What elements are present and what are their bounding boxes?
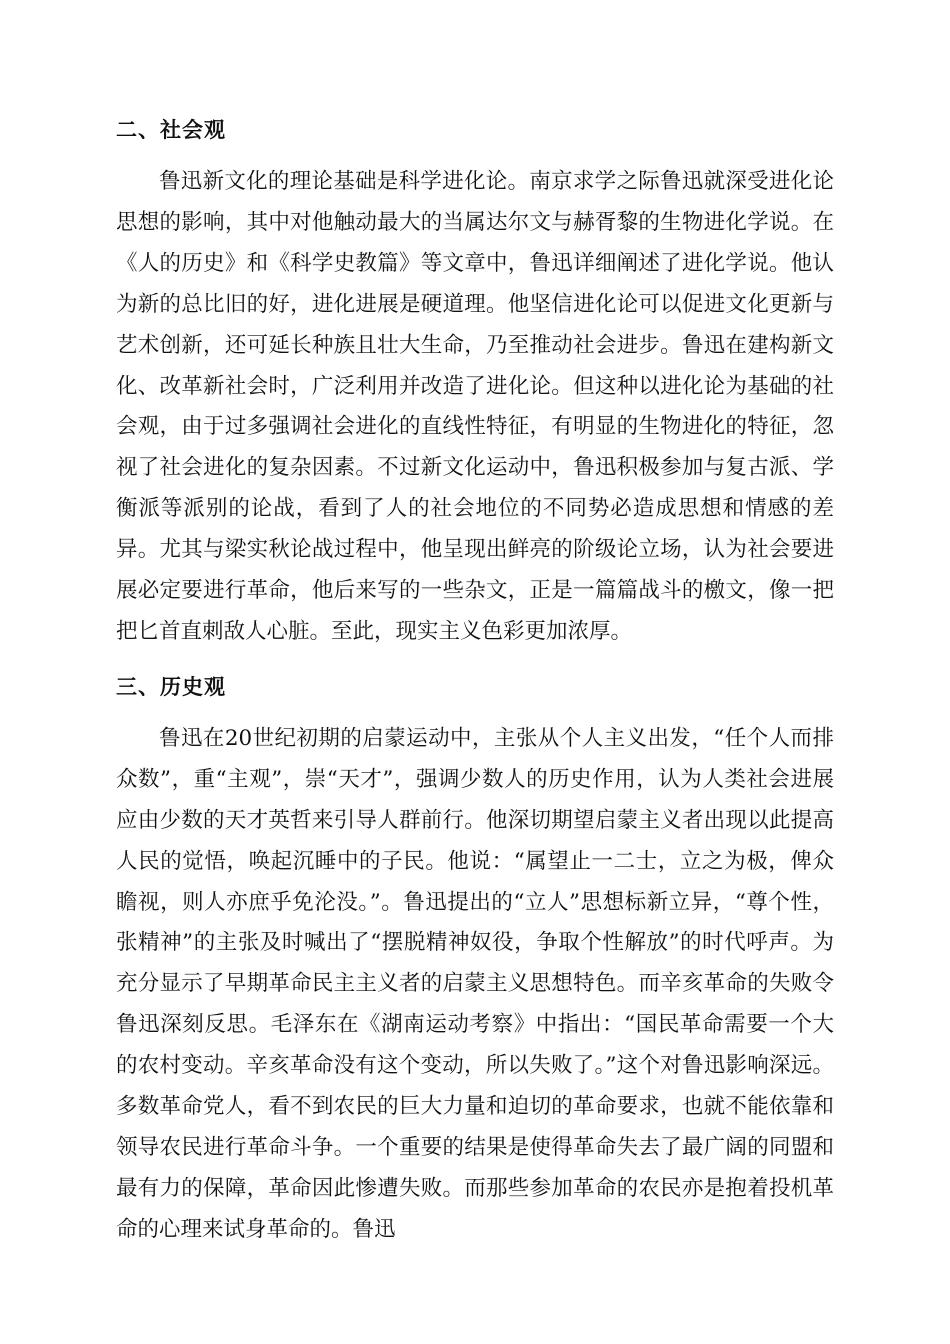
section-paragraph-social-view: 鲁迅新文化的理论基础是科学进化论。南京求学之际鲁迅就深受进化论思想的影响，其中对他触动最大的当属达尔文与赫胥黎的生物进化学说。在《人的历史》和《科学史教篇》等文章中，鲁迅详细阐述了进化学说。他认为新的总比旧的好，进化进展是硬道理。他坚信进化论可以促进文化更新与艺术创新，还可延长种族且壮大生命，乃至推动社会进步。鲁迅在建构新文化、改革新社会时，广泛利用并改造了进化论。但这种以进化论为基础的社会观，由于过多强调社会进化的直线性特征，有明显的生物进化的特征，忽视了社会进化的复杂因素。不过新文化运动中，鲁迅积极参加与复古派、学衡派等派别的论战，看到了人的社会地位的不同势必造成思想和情感的差异。尤其与梁实秋论战过程中，他呈现出鲜亮的阶级论立场，认为社会要进展必定要进行革命，他后来写的一些杂文，正是一篇篇战斗的檄文，像一把把匕首直刺敌人心脏。至此，现实主义色彩更加浓厚。 xyxy=(116,169,834,644)
section-paragraph-history-view: 鲁迅在20世纪初期的启蒙运动中，主张从个人主义出发，“任个人而排众数”，重“主观”，崇“天才”，强调少数人的历史作用，认为人类社会进展应由少数的天才英哲来引导人群前行。他深切期望启蒙主义者出现以此提高人民的觉悟，唤起沉睡中的子民。他说：“属望止一二士，立之为极，俾众瞻视，则人亦庶乎免沦没。”。鲁迅提出的“立人”思想标新立异，“尊个性，张精神”的主张及时喊出了“摆脱精神奴役，争取个性解放”的时代呼声。为充分显示了早期革命民主主义者的启蒙主义思想特色。而辛亥革命的失败令鲁迅深刻反思。毛泽东在《湖南运动考察》中指出：“国民革命需要一个大的农村变动。辛亥革命没有这个变动，所以失败了。”这个对鲁迅影响深远。多数革命党人，看不到农民的巨大力量和迫切的革命要求，也就不能依靠和领导农民进行革命斗争。一个重要的结果是使得革命失去了最广阔的同盟和最有力的保障，革命因此惨遭失败。而那些参加革命的农民亦是抱着投机革命的心理来试身革命的。鲁迅 xyxy=(116,725,834,1242)
section-heading-history-view: 三、历史观 xyxy=(116,674,226,699)
section-heading-social-view: 二、社会观 xyxy=(116,118,226,142)
document-page xyxy=(116,110,834,1251)
